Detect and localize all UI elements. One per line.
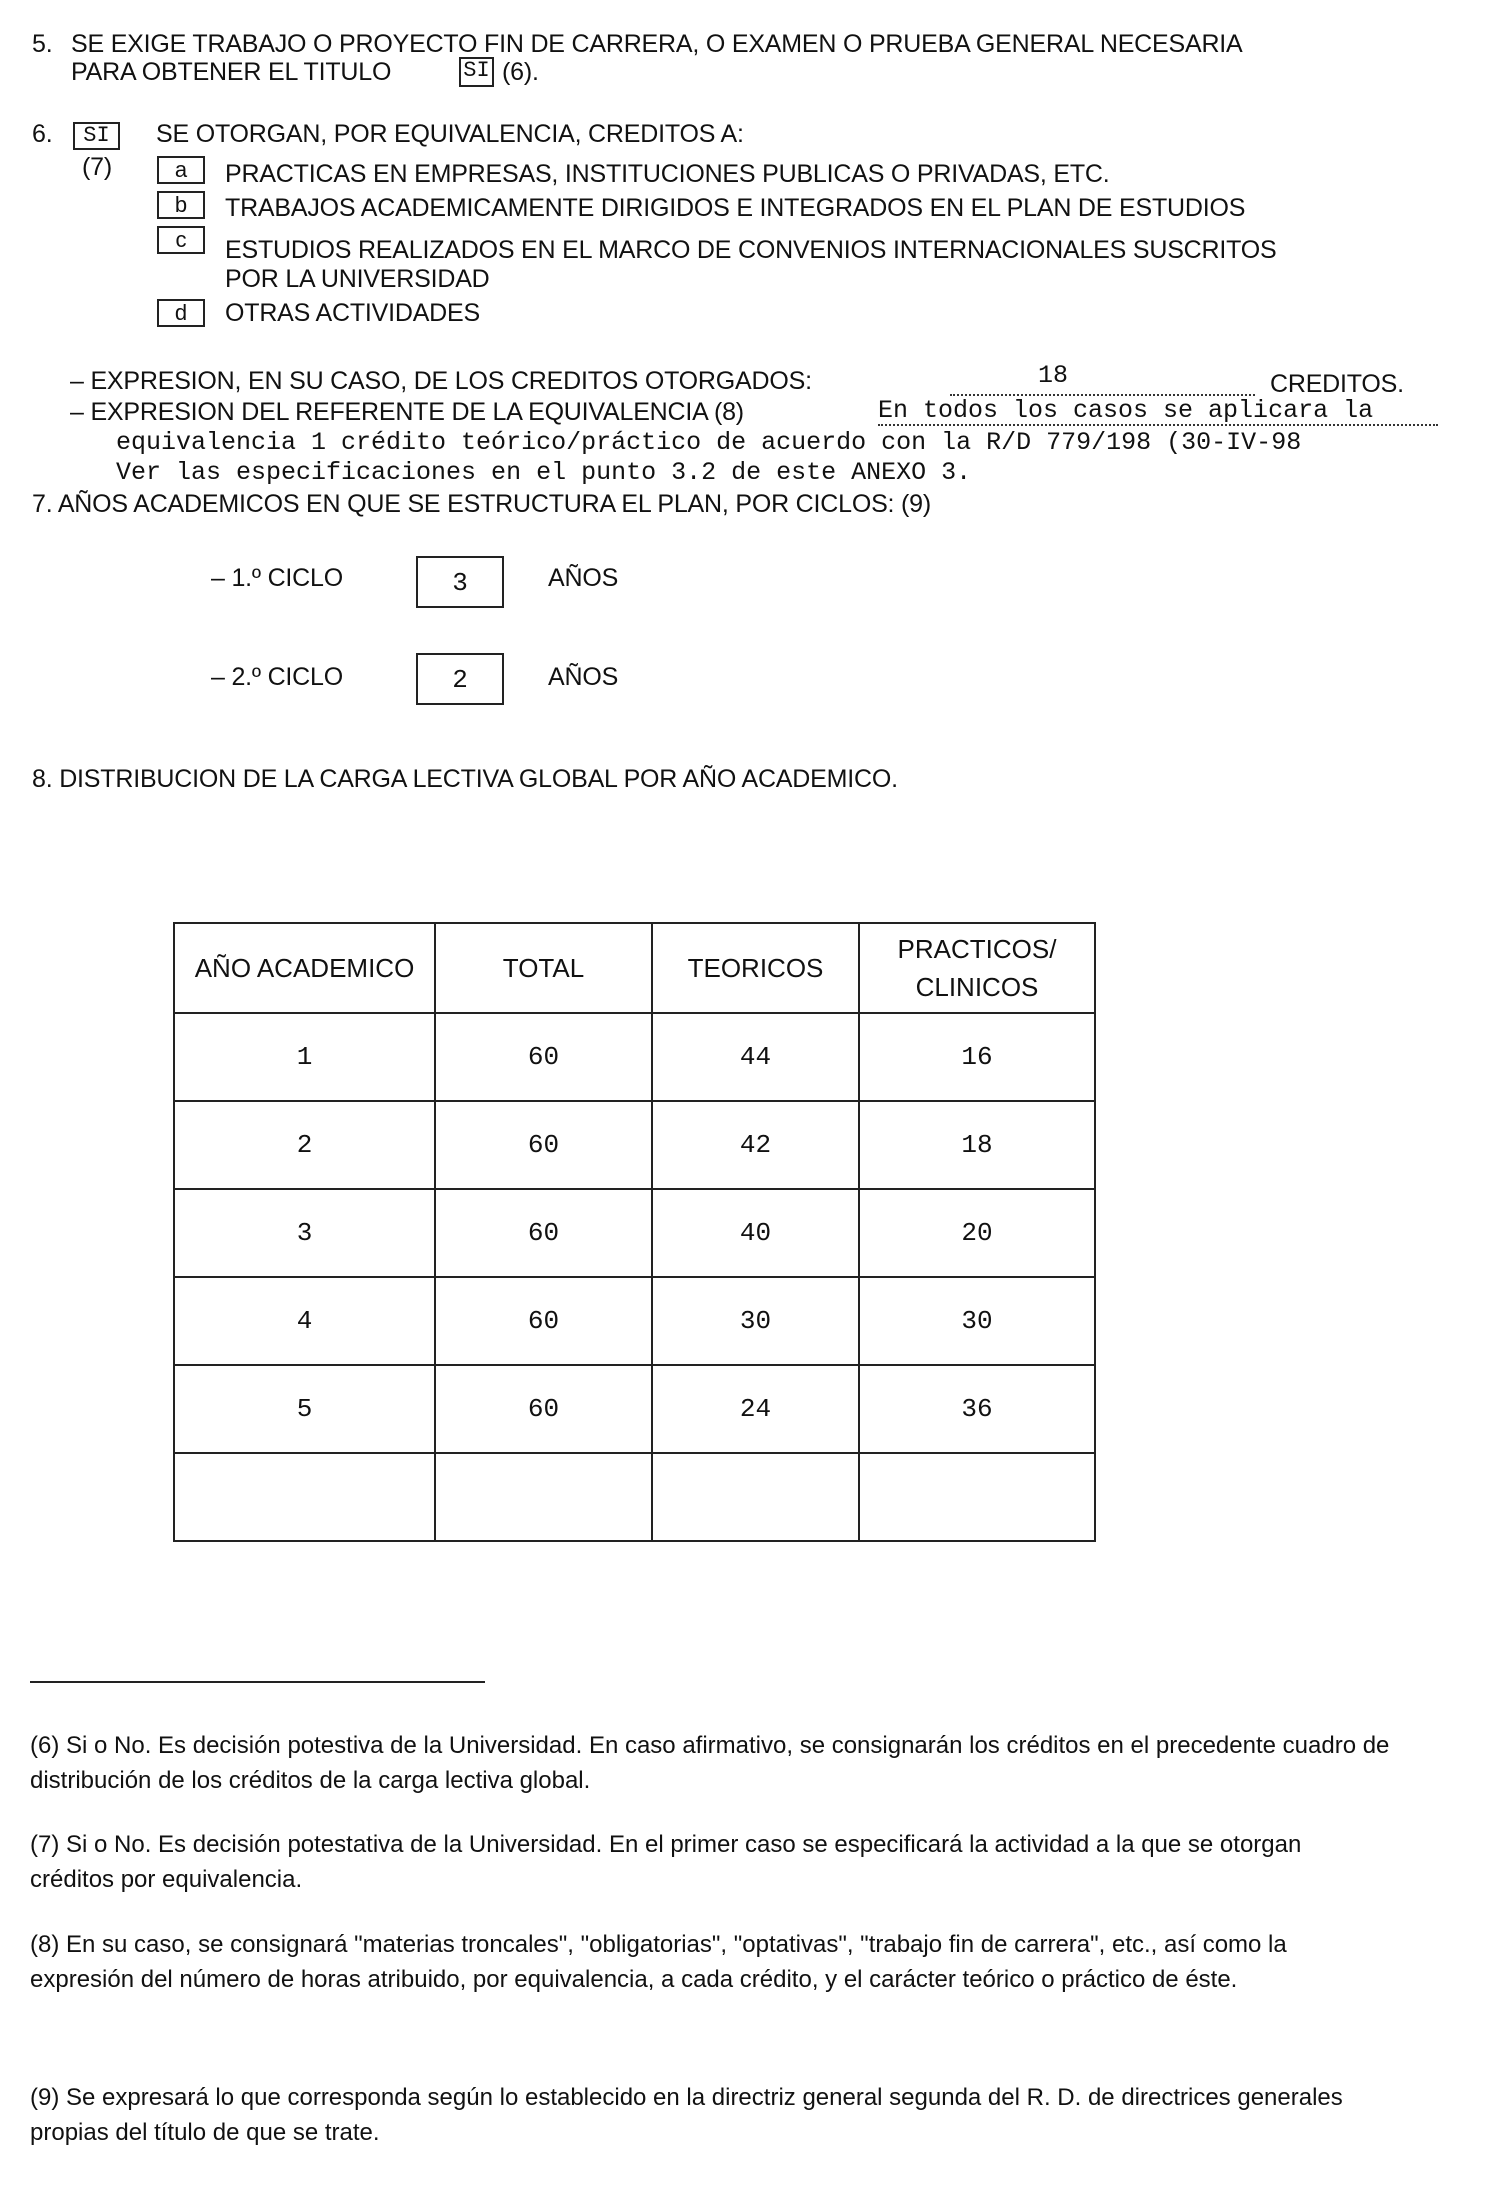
cell-practical: 16 — [859, 1013, 1095, 1101]
cell-theoretical — [652, 1453, 859, 1541]
cell-total: 60 — [435, 1013, 652, 1101]
item6-footnote-ref: (7) — [82, 153, 112, 181]
cell-practical: 30 — [859, 1277, 1095, 1365]
item5-number: 5. — [32, 30, 53, 58]
equivalence-label: – EXPRESION DEL REFERENTE DE LA EQUIVALENCIA (8) — [70, 398, 744, 426]
table-header-row — [174, 923, 1095, 1013]
option-a-box: a — [157, 156, 205, 184]
cycle2-label: – 2.º CICLO — [211, 663, 343, 691]
option-d-text: OTRAS ACTIVIDADES — [225, 299, 480, 327]
header-academic-year: AÑO ACADEMICO — [174, 923, 435, 1013]
item6-answer-box: SI — [73, 122, 120, 150]
cell-year: 3 — [174, 1189, 435, 1277]
cell-total: 60 — [435, 1101, 652, 1189]
option-b-text: TRABAJOS ACADEMICAMENTE DIRIGIDOS E INTEGRADOS EN EL PLAN DE ESTUDIOS — [225, 194, 1246, 222]
cell-theoretical: 42 — [652, 1101, 859, 1189]
cycle1-unit: AÑOS — [548, 564, 619, 592]
option-c-text: ESTUDIOS REALIZADOS EN EL MARCO DE CONVENIOS INTERNACIONALES SUSCRITOS — [225, 236, 1277, 264]
footnote-6: (6) Si o No. Es decisión potestiva de la Universidad. En caso afirmativo, se consignarán los créditos en el precedente cuadro de distribución de los créditos de la carga lectiva global. — [30, 1732, 1390, 1794]
equivalence-line3: Ver las especificaciones en el punto 3.2 de este ANEXO 3. — [116, 458, 972, 487]
cell-year: 5 — [174, 1365, 435, 1453]
header-practical-line1: PRACTICOS/ — [897, 934, 1057, 964]
table-row-empty — [174, 1453, 1095, 1541]
cell-year: 2 — [174, 1101, 435, 1189]
item6-heading: SE OTORGAN, POR EQUIVALENCIA, CREDITOS A: — [156, 120, 744, 148]
cell-year — [174, 1453, 435, 1541]
cell-theoretical: 40 — [652, 1189, 859, 1277]
equivalence-line2: equivalencia 1 crédito teórico/práctico de acuerdo con la R/D 779/198 (30-IV-98 — [116, 428, 1302, 457]
footnote-9: (9) Se expresará lo que corresponda según lo establecido en la directriz general segunda del R. D. de directrices generales propias del título de que se trate. — [30, 2084, 1343, 2146]
footnote-separator — [30, 1681, 485, 1683]
item5-answer-box: SI — [459, 57, 494, 87]
credits-field — [950, 361, 1255, 396]
header-total: TOTAL — [435, 923, 652, 1013]
cell-theoretical: 24 — [652, 1365, 859, 1453]
cell-total — [435, 1453, 652, 1541]
item8-heading: 8. DISTRIBUCION DE LA CARGA LECTIVA GLOBAL POR AÑO ACADEMICO. — [32, 765, 898, 793]
cell-theoretical: 30 — [652, 1277, 859, 1365]
cell-practical: 20 — [859, 1189, 1095, 1277]
option-c-text-line2: POR LA UNIVERSIDAD — [225, 265, 490, 293]
cycle1-label: – 1.º CICLO — [211, 564, 343, 592]
credits-unit: CREDITOS. — [1270, 370, 1404, 398]
option-d-box: d — [157, 299, 205, 327]
cycle1-years-box: 3 — [416, 556, 504, 608]
header-practical — [859, 923, 1095, 1013]
header-theoretical: TEORICOS — [652, 923, 859, 1013]
option-b-box: b — [157, 191, 205, 219]
table-row — [174, 1189, 1095, 1277]
item7-heading: 7. AÑOS ACADEMICOS EN QUE SE ESTRUCTURA EL PLAN, POR CICLOS: (9) — [32, 490, 931, 518]
item6-number: 6. — [32, 120, 53, 148]
credit-load-table — [173, 922, 1096, 1542]
table-row — [174, 1101, 1095, 1189]
cell-practical — [859, 1453, 1095, 1541]
cell-year: 1 — [174, 1013, 435, 1101]
header-practical-line2: CLINICOS — [915, 972, 1039, 1002]
cell-total: 60 — [435, 1277, 652, 1365]
cycle2-unit: AÑOS — [548, 663, 619, 691]
cell-total: 60 — [435, 1365, 652, 1453]
cell-total: 60 — [435, 1189, 652, 1277]
credits-value: 18 — [1038, 361, 1069, 390]
option-a-text: PRACTICAS EN EMPRESAS, INSTITUCIONES PUBLICAS O PRIVADAS, ETC. — [225, 160, 1110, 188]
option-c-box: c — [157, 226, 205, 254]
credits-label: – EXPRESION, EN SU CASO, DE LOS CREDITOS OTORGADOS: — [70, 367, 812, 395]
item5-line1: SE EXIGE TRABAJO O PROYECTO FIN DE CARRERA, O EXAMEN O PRUEBA GENERAL NECESARIA — [71, 30, 1243, 58]
item5-footnote-ref: (6). — [502, 58, 539, 86]
table-row — [174, 1013, 1095, 1101]
cell-practical: 18 — [859, 1101, 1095, 1189]
cell-practical: 36 — [859, 1365, 1095, 1453]
footnote-8: (8) En su caso, se consignará "materias troncales", "obligatorias", "optativas", "trabajo fin de carrera", etc., así como la expresión del número de horas atribuido, por equivalencia, a cada crédito, y el carácter teórico o práctico de éste. — [30, 1931, 1287, 1993]
cell-theoretical: 44 — [652, 1013, 859, 1101]
item5-line2-text: PARA OBTENER EL TITULO — [71, 58, 392, 86]
cycle2-years-box: 2 — [416, 653, 504, 705]
equivalence-value: En todos los casos se aplicara la — [878, 396, 1438, 426]
footnote-7: (7) Si o No. Es decisión potestativa de la Universidad. En el primer caso se especificará la actividad a la que se otorgan créditos por equivalencia. — [30, 1831, 1302, 1893]
table-row — [174, 1277, 1095, 1365]
cell-year: 4 — [174, 1277, 435, 1365]
table-row — [174, 1365, 1095, 1453]
